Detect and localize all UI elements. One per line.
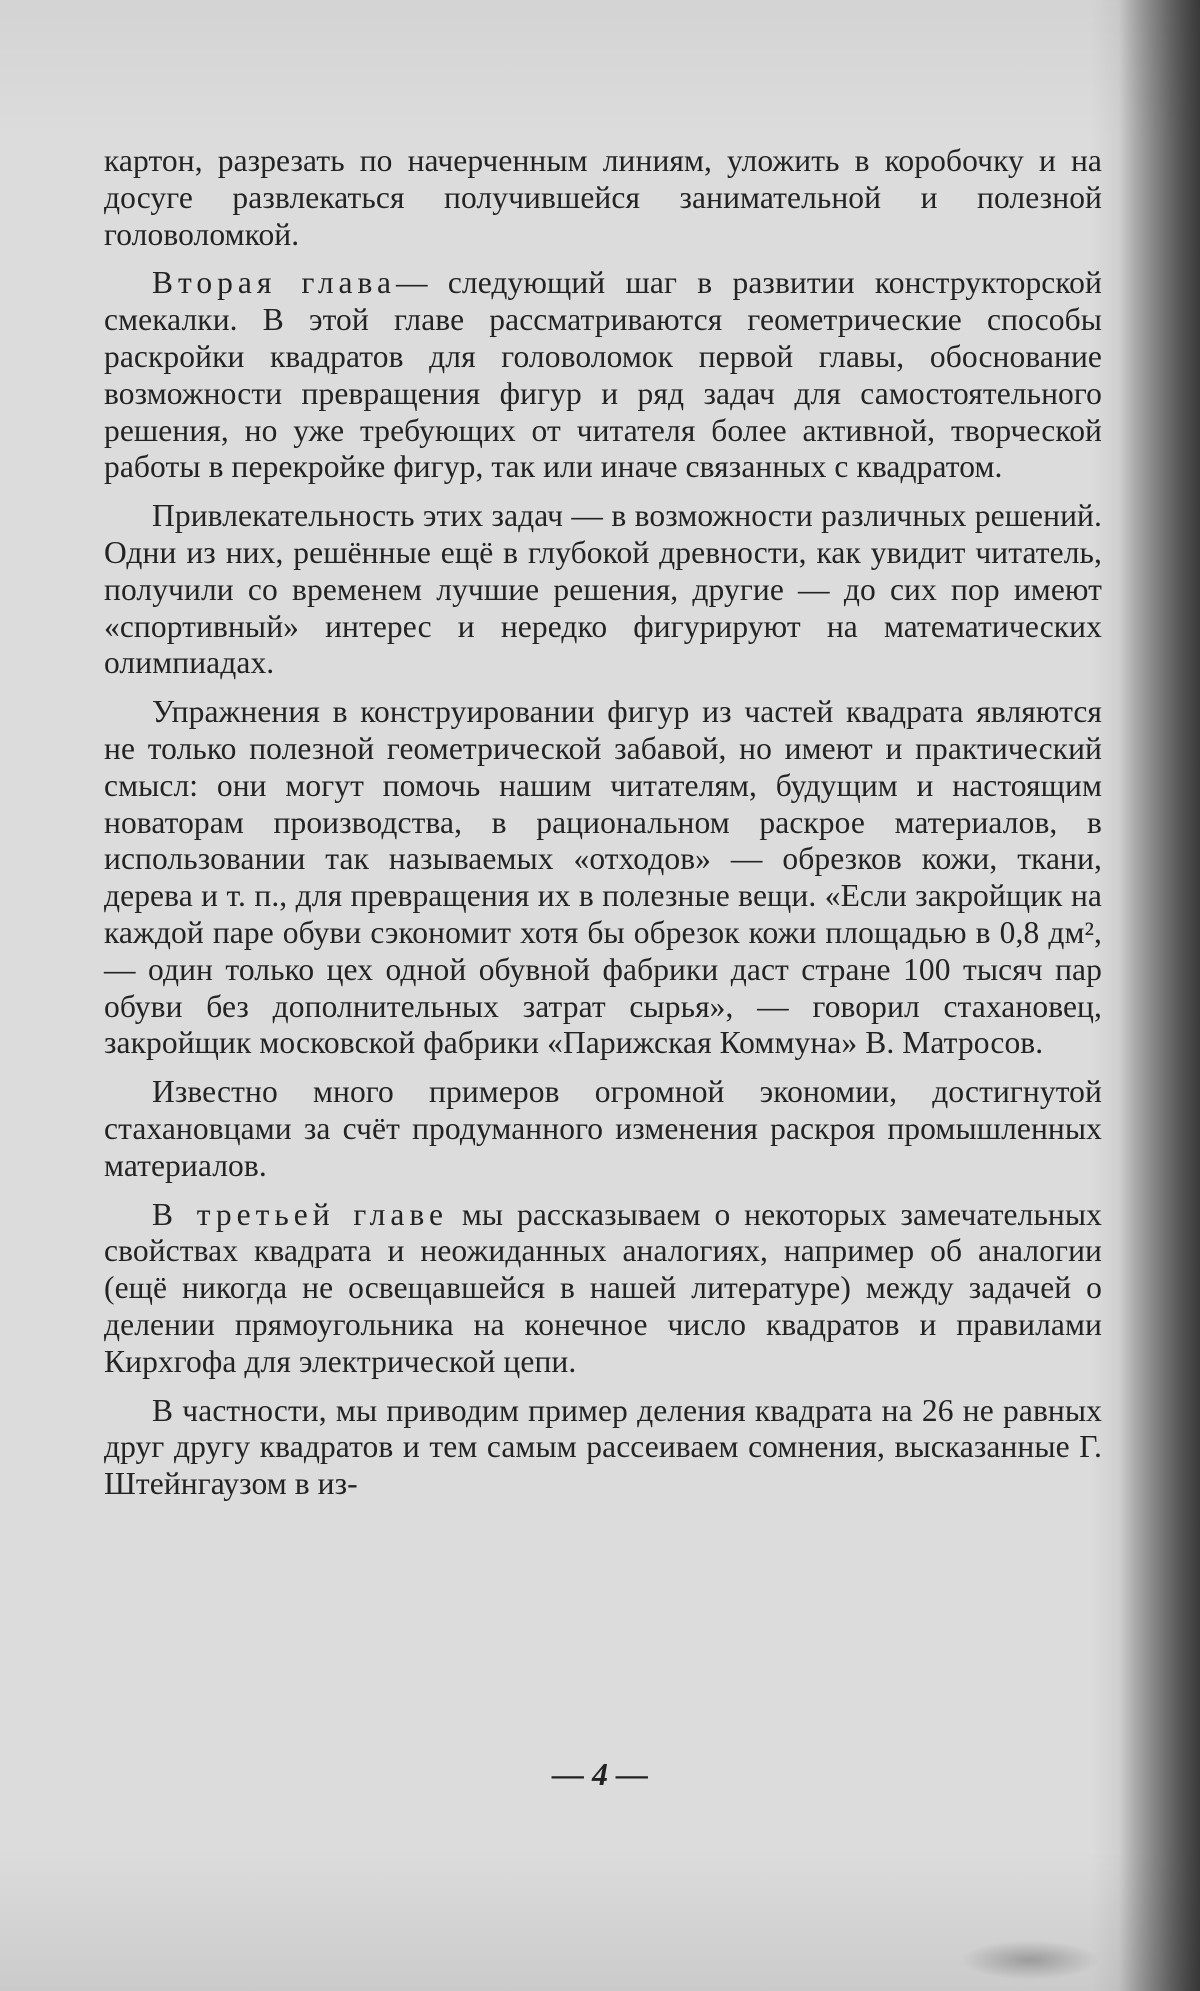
paragraph-second-chapter (104, 265, 1102, 486)
paragraph-continuation (104, 143, 1102, 253)
paragraph-text: картон, разрезать по начерченным линиям, уложить в коробочку и на досуге развлекаться получившейся занимательной и полезной головоломкой. (104, 143, 1102, 252)
paragraph-attractiveness (104, 498, 1102, 682)
page-number: — 4 — (552, 1756, 648, 1792)
paragraph-economy (104, 1074, 1102, 1184)
paragraph-text: — следующий шаг в развитии конструкторской смекалки. В этой главе рассматриваются геометрические способы раскройки квадратов для головоломок первой главы, обоснование возможности превращения фигур и ряд задач для самостоятельного решения, но уже требующих от читателя более активной, творческой работы в перекройке фигур, так или иначе связанных с квадратом. (104, 265, 1102, 485)
paragraph-third-chapter (104, 1197, 1102, 1381)
emphasized-lead: Вторая глава (152, 265, 396, 301)
paragraph-text: Упражнения в конструировании фигур из частей квадрата являются не только полезной геометрической забавой, но имеют и практический смысл: они могут помочь нашим читателям, будущим и настоящим новаторам производства, в рациональном раскрое материалов, в использовании так называемых «отходов» — обрезков кожи, ткани, дерева и т. п., для превращения их в полезные вещи. «Если закройщик на каждой паре обуви сэкономит хотя бы обрезок кожи площадью в 0,8 дм², — один только цех одной обувной фабрики даст стране 100 тысяч пар обуви без дополнительных затрат сырья», — говорил стахановец, закройщик московской фабрики «Парижская Коммуна» В. Матросов. (104, 694, 1102, 1061)
paper-stain (960, 1940, 1100, 1980)
paragraph-text: Известно много примеров огромной экономии, достигнутой стахановцами за счёт продуманного изменения раскроя промышленных материалов. (104, 1074, 1102, 1183)
page-body-text (104, 143, 1102, 1515)
paragraph-text: мы рассказываем о некоторых замечательных свойствах квадрата и неожиданных аналогиях, например об аналогии (ещё никогда не освещавшейся в нашей литературе) между задачей о делении прямоугольника на конечное число квадратов и правилами Кирхгофа для электрической цепи. (104, 1196, 1102, 1379)
paragraph-particular (104, 1393, 1102, 1503)
binding-shadow (1118, 0, 1200, 1991)
paragraph-text: В частности, мы приводим пример деления квадрата на 26 не равных друг другу квадратов и тем самым рассеиваем сомнения, высказанные Г. Штейнгаузом в из- (104, 1392, 1102, 1502)
paragraph-exercises (104, 694, 1102, 1062)
emphasized-lead: В третьей главе (152, 1196, 449, 1232)
paragraph-text: Привлекательность этих задач — в возможности различных решений. Одни из них, решённые ещё в глубокой древности, как увидит читатель, получили со временем лучшие решения, другие — до сих пор имеют «спортивный» интерес и нередко фигурируют на математических олимпиадах. (104, 498, 1102, 681)
